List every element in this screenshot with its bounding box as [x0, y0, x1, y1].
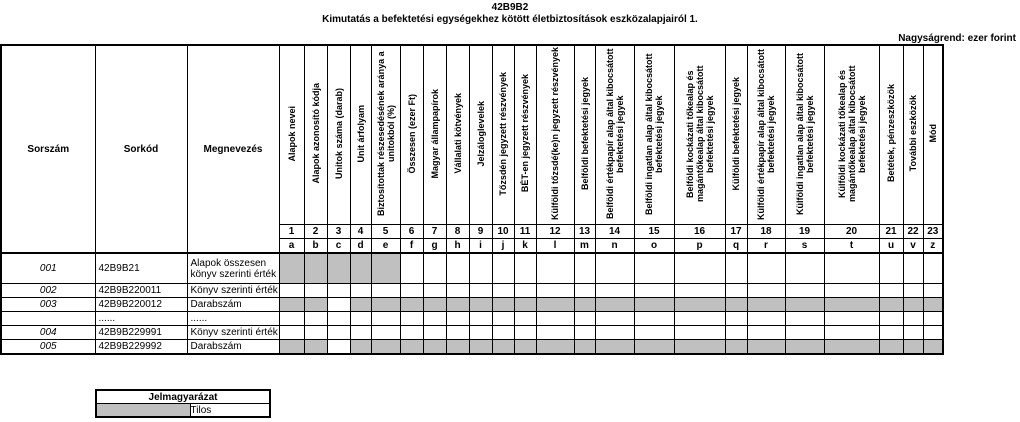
column-letter: h	[446, 239, 469, 254]
data-cell	[279, 312, 304, 326]
column-header	[371, 45, 400, 225]
column-letter: s	[785, 239, 824, 254]
data-cell	[492, 312, 514, 326]
row-sorkod: 42B9B220011	[95, 284, 187, 298]
data-cell	[469, 253, 492, 284]
data-cell	[574, 312, 595, 326]
data-cell	[446, 326, 469, 340]
column-letter: e	[371, 239, 400, 254]
row-megnevezes: ......	[187, 312, 279, 326]
row-sorszam: 001	[1, 253, 95, 284]
column-letter: a	[279, 239, 304, 254]
data-cell	[747, 253, 785, 284]
column-header-label: Unit árfolyam	[355, 104, 366, 163]
column-header	[423, 45, 446, 225]
data-cell	[824, 312, 879, 326]
data-cell	[595, 298, 634, 312]
data-cell	[400, 253, 423, 284]
data-cell	[446, 284, 469, 298]
table-row	[1, 298, 943, 312]
data-cell	[327, 284, 350, 298]
data-cell	[446, 340, 469, 355]
column-letter: v	[903, 239, 923, 254]
data-cell	[514, 253, 536, 284]
data-cell	[469, 340, 492, 355]
column-letter: n	[595, 239, 634, 254]
data-cell	[423, 326, 446, 340]
column-letter: o	[634, 239, 674, 254]
data-cell	[634, 312, 674, 326]
form-code: 42B9B2	[491, 2, 529, 13]
data-cell	[423, 253, 446, 284]
header-sorkod: Sorkód	[95, 45, 187, 253]
data-cell	[446, 298, 469, 312]
data-cell	[327, 340, 350, 355]
data-cell	[492, 340, 514, 355]
data-cell	[304, 340, 327, 355]
column-number: 2	[304, 225, 327, 239]
data-cell	[423, 312, 446, 326]
data-cell	[279, 298, 304, 312]
column-header-label: Belföldi ingatlan alap által kibocsátott befektetési jegyek	[644, 52, 664, 215]
data-cell	[279, 340, 304, 355]
column-number: 18	[747, 225, 785, 239]
data-cell	[785, 253, 824, 284]
column-header	[327, 45, 350, 225]
column-header-label: Betétek, pénzeszközök	[886, 84, 896, 183]
page-title: Kimutatás a befektetési egységekhez kötött életbiztosítások eszközalapjairól 1.	[322, 14, 698, 25]
data-cell	[400, 284, 423, 298]
column-header	[446, 45, 469, 225]
row-sorkod: 42B9B229992	[95, 340, 187, 355]
data-cell	[785, 312, 824, 326]
report-table	[0, 44, 944, 355]
data-cell	[595, 284, 634, 298]
row-sorkod: ......	[95, 312, 187, 326]
data-cell	[785, 326, 824, 340]
row-megnevezes: Könyv szerinti érték	[187, 326, 279, 340]
column-letter: f	[400, 239, 423, 254]
column-header-label: Összesen (ezer Ft)	[406, 93, 417, 174]
table-row	[1, 312, 943, 326]
column-number: 3	[327, 225, 350, 239]
data-cell	[824, 326, 879, 340]
data-cell	[400, 326, 423, 340]
column-letter: b	[304, 239, 327, 254]
row-megnevezes: Darabszám	[187, 340, 279, 355]
row-megnevezes: Könyv szerinti érték	[187, 284, 279, 298]
legend-swatch-tilos	[96, 404, 190, 418]
data-cell	[469, 298, 492, 312]
data-cell	[674, 312, 725, 326]
data-cell	[536, 340, 574, 355]
table-row	[1, 326, 943, 340]
data-cell	[536, 284, 574, 298]
column-letter: r	[747, 239, 785, 254]
data-cell	[350, 298, 371, 312]
header-sorszam: Sorszám	[1, 45, 95, 253]
data-cell	[536, 326, 574, 340]
data-cell	[514, 312, 536, 326]
column-number: 15	[634, 225, 674, 239]
column-number: 14	[595, 225, 634, 239]
column-header-label: Külföldi ingatlan alap által kibocsátott befektetési jegyek	[794, 52, 815, 215]
data-cell	[595, 312, 634, 326]
data-cell	[824, 253, 879, 284]
table-row	[1, 340, 943, 355]
column-header	[879, 45, 903, 225]
column-header	[595, 45, 634, 225]
data-cell	[536, 298, 574, 312]
column-header-label: Biztosítottak részesedésének aránya a unitokból (%)	[375, 51, 396, 216]
data-cell	[879, 298, 903, 312]
column-header	[747, 45, 785, 225]
column-number: 13	[574, 225, 595, 239]
data-cell	[371, 312, 400, 326]
data-cell	[879, 284, 903, 298]
data-cell	[725, 253, 747, 284]
column-header-label: Külföldi befektetési jegyek	[731, 76, 741, 191]
column-number: 1	[279, 225, 304, 239]
data-cell	[747, 312, 785, 326]
unit-label: Nagyságrend: ezer forint	[898, 33, 1016, 44]
data-cell	[785, 340, 824, 355]
column-number: 17	[725, 225, 747, 239]
column-header-label: Alapok nevei	[286, 105, 297, 162]
data-cell	[279, 326, 304, 340]
data-cell	[536, 312, 574, 326]
column-number: 8	[446, 225, 469, 239]
data-cell	[747, 340, 785, 355]
legend-title: Jelmagyarázat	[96, 390, 270, 404]
data-cell	[903, 253, 923, 284]
data-cell	[446, 312, 469, 326]
data-cell	[725, 312, 747, 326]
row-sorkod: 42B9B229991	[95, 326, 187, 340]
column-header-label: Unitok száma (darab)	[333, 87, 344, 180]
column-letter: j	[492, 239, 514, 254]
row-sorkod: 42B9B220012	[95, 298, 187, 312]
data-cell	[923, 326, 943, 340]
column-header-label: Belföldi kockázati tőkealap és magántőkealap által kibocsátott befektetési jegyek	[684, 65, 715, 202]
data-cell	[304, 326, 327, 340]
column-header-label: Külföldi kockázati tőkealap és magántőkealap által kibocsátott befektetési jegyek	[836, 65, 867, 202]
table-row	[1, 253, 943, 284]
data-cell	[903, 284, 923, 298]
data-cell	[824, 298, 879, 312]
table-row	[1, 284, 943, 298]
data-cell	[514, 284, 536, 298]
data-cell	[879, 340, 903, 355]
column-header-label: Belföldi értékpapír alap által kibocsátott befektetési jegyek	[604, 48, 625, 219]
column-number: 5	[371, 225, 400, 239]
column-letter: u	[879, 239, 903, 254]
data-cell	[903, 312, 923, 326]
column-header	[492, 45, 514, 225]
row-sorszam: 003	[1, 298, 95, 312]
data-cell	[327, 253, 350, 284]
data-cell	[492, 298, 514, 312]
column-header	[634, 45, 674, 225]
row-sorszam: 005	[1, 340, 95, 355]
data-cell	[350, 284, 371, 298]
data-cell	[371, 340, 400, 355]
row-megnevezes: Alapok összesen könyv szerinti érték	[187, 253, 279, 284]
data-cell	[634, 340, 674, 355]
column-letter: c	[327, 239, 350, 254]
data-cell	[469, 284, 492, 298]
data-cell	[725, 284, 747, 298]
data-cell	[725, 340, 747, 355]
column-letter: i	[469, 239, 492, 254]
data-cell	[879, 312, 903, 326]
data-cell	[634, 326, 674, 340]
column-letter: g	[423, 239, 446, 254]
column-header-label: Mód	[927, 124, 938, 143]
column-header	[514, 45, 536, 225]
data-cell	[492, 253, 514, 284]
data-cell	[923, 312, 943, 326]
data-cell	[674, 298, 725, 312]
column-letter: k	[514, 239, 536, 254]
data-cell	[785, 298, 824, 312]
data-cell	[327, 312, 350, 326]
row-sorszam: 002	[1, 284, 95, 298]
data-cell	[400, 298, 423, 312]
data-cell	[674, 284, 725, 298]
column-header	[400, 45, 423, 225]
data-cell	[446, 253, 469, 284]
data-cell	[574, 340, 595, 355]
data-cell	[923, 298, 943, 312]
data-cell	[674, 340, 725, 355]
column-number: 6	[400, 225, 423, 239]
column-header	[279, 45, 304, 225]
data-cell	[747, 298, 785, 312]
data-cell	[725, 326, 747, 340]
column-header-label: Külföldi értékpapír alap által kibocsátott befektetési jegyek	[756, 47, 776, 220]
data-cell	[674, 253, 725, 284]
data-cell	[634, 284, 674, 298]
column-letter: l	[536, 239, 574, 254]
column-header	[923, 45, 943, 225]
column-header-label: Alapok azonosító kódja	[310, 83, 321, 184]
column-header-label: Belföldi befektetési jegyek	[579, 76, 590, 191]
data-cell	[350, 253, 371, 284]
column-header	[574, 45, 595, 225]
data-cell	[350, 340, 371, 355]
data-cell	[304, 253, 327, 284]
column-header-label: Külföldi tőzsdé(ke)n jegyzett részvények	[550, 46, 560, 221]
data-cell	[674, 326, 725, 340]
data-cell	[371, 253, 400, 284]
data-cell	[595, 340, 634, 355]
data-cell	[423, 298, 446, 312]
data-cell	[371, 298, 400, 312]
data-cell	[304, 298, 327, 312]
data-cell	[514, 340, 536, 355]
column-number: 20	[824, 225, 879, 239]
data-cell	[371, 326, 400, 340]
data-cell	[423, 340, 446, 355]
column-header-label: BÉT-en jegyzett részvények	[520, 74, 530, 193]
data-cell	[423, 284, 446, 298]
column-header	[785, 45, 824, 225]
data-cell	[903, 298, 923, 312]
column-header	[674, 45, 725, 225]
data-cell	[747, 284, 785, 298]
data-cell	[824, 340, 879, 355]
column-header-label: Vállalati kötvények	[452, 93, 463, 174]
data-cell	[327, 298, 350, 312]
data-cell	[469, 312, 492, 326]
data-cell	[279, 284, 304, 298]
column-letter: p	[674, 239, 725, 254]
column-number: 16	[674, 225, 725, 239]
data-cell	[492, 284, 514, 298]
data-cell	[595, 326, 634, 340]
header-megnevezes: Megnevezés	[187, 45, 279, 253]
data-cell	[574, 284, 595, 298]
data-cell	[574, 326, 595, 340]
data-cell	[634, 253, 674, 284]
column-number: 22	[903, 225, 923, 239]
column-letter: q	[725, 239, 747, 254]
column-number: 21	[879, 225, 903, 239]
column-letter: t	[824, 239, 879, 254]
data-cell	[350, 312, 371, 326]
row-sorszam: 004	[1, 326, 95, 340]
data-cell	[514, 326, 536, 340]
data-cell	[574, 298, 595, 312]
data-cell	[574, 253, 595, 284]
data-cell	[400, 312, 423, 326]
column-letter: z	[923, 239, 943, 254]
data-cell	[595, 253, 634, 284]
column-header	[304, 45, 327, 225]
data-cell	[824, 284, 879, 298]
data-cell	[536, 253, 574, 284]
column-header-label: Jelzáloglevelek	[475, 100, 486, 167]
data-cell	[400, 340, 423, 355]
column-header-label: Magyar állampapírok	[429, 88, 440, 179]
data-cell	[879, 253, 903, 284]
row-sorszam	[1, 312, 95, 326]
column-number: 11	[514, 225, 536, 239]
data-cell	[785, 284, 824, 298]
data-cell	[747, 326, 785, 340]
data-cell	[923, 284, 943, 298]
data-cell	[371, 284, 400, 298]
data-cell	[304, 284, 327, 298]
column-header	[469, 45, 492, 225]
column-header-label: További eszközök	[908, 95, 918, 172]
data-cell	[879, 326, 903, 340]
data-cell	[492, 326, 514, 340]
column-header-label: Tőzsdén jegyzett részvények	[498, 71, 508, 196]
row-megnevezes: Darabszám	[187, 298, 279, 312]
column-number: 12	[536, 225, 574, 239]
column-number: 9	[469, 225, 492, 239]
column-letter: d	[350, 239, 371, 254]
data-cell	[923, 253, 943, 284]
row-sorkod: 42B9B21	[95, 253, 187, 284]
column-number: 23	[923, 225, 943, 239]
data-cell	[923, 340, 943, 355]
column-header	[824, 45, 879, 225]
data-cell	[327, 326, 350, 340]
data-cell	[350, 326, 371, 340]
column-number: 4	[350, 225, 371, 239]
legend-label-tilos: Tilos	[190, 404, 270, 418]
column-header	[350, 45, 371, 225]
column-number: 10	[492, 225, 514, 239]
column-header	[725, 45, 747, 225]
data-cell	[279, 253, 304, 284]
column-letter: m	[574, 239, 595, 254]
column-header	[536, 45, 574, 225]
column-header	[903, 45, 923, 225]
data-cell	[903, 326, 923, 340]
legend-table	[95, 389, 271, 418]
data-cell	[903, 340, 923, 355]
data-cell	[514, 298, 536, 312]
data-cell	[304, 312, 327, 326]
data-cell	[634, 298, 674, 312]
column-number: 7	[423, 225, 446, 239]
column-number: 19	[785, 225, 824, 239]
data-cell	[469, 326, 492, 340]
data-cell	[725, 298, 747, 312]
